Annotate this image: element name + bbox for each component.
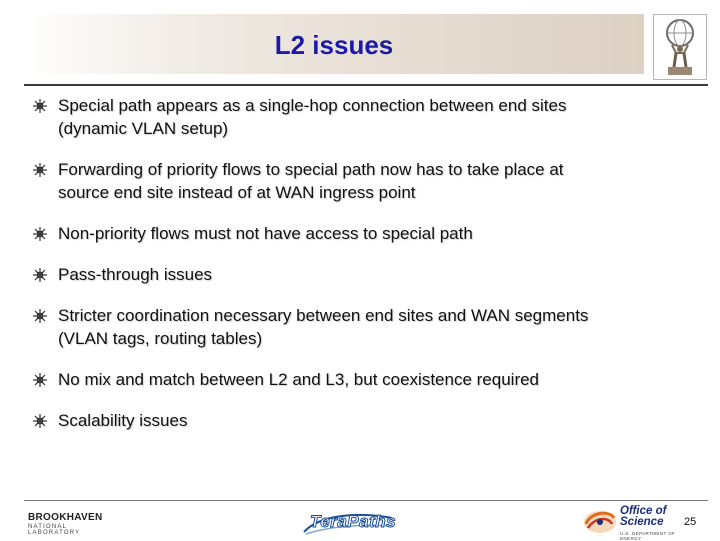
brookhaven-logo: [28, 512, 118, 534]
bullet-item: [30, 222, 700, 245]
footer-divider: [24, 500, 708, 501]
brookhaven-wordmark: BROOKHAVEN: [28, 512, 103, 523]
snowflake-icon: [32, 162, 48, 178]
bullet-item: [30, 304, 700, 350]
office-of-science-subtitle: U.S. DEPARTMENT OF ENERGY: [620, 531, 676, 541]
brookhaven-subtitle: NATIONAL LABORATORY: [28, 524, 81, 536]
atlas-logo: [653, 14, 707, 80]
bullet-item: [30, 263, 700, 286]
bullet-list: [30, 94, 700, 450]
terapaths-logo: [300, 510, 396, 536]
bullet-item: [30, 158, 700, 204]
bullet-item: [30, 409, 700, 432]
bullet-text-line2: source end site instead of at WAN ingress point: [58, 183, 416, 202]
office-of-science-line2: Science: [620, 516, 664, 528]
bullet-text-line2: (VLAN tags, routing tables): [58, 329, 263, 348]
office-of-science-swirl-icon: [582, 508, 618, 536]
bullet-text-line1: Non-priority flows must not have access to special path: [58, 224, 473, 243]
bullet-item: [30, 94, 700, 140]
snowflake-icon: [32, 308, 48, 324]
snowflake-icon: [32, 98, 48, 114]
bullet-text-line1: No mix and match between L2 and L3, but coexistence required: [58, 370, 540, 389]
bullet-text-line1: Forwarding of priority flows to special path now has to take place at: [58, 160, 564, 179]
terapaths-wordmark: TeraPaths: [310, 512, 397, 531]
slide-title: L2 issues: [274, 30, 394, 60]
snowflake-icon: [32, 267, 48, 283]
bullet-text-line1: Stricter coordination necessary between end sites and WAN segments: [58, 306, 589, 325]
bullet-text-line1: Scalability issues: [58, 411, 188, 430]
snowflake-icon: [32, 372, 48, 388]
snowflake-icon: [32, 226, 48, 242]
title-divider: [24, 84, 708, 86]
office-of-science-logo: [582, 505, 682, 541]
bullet-text-line1: Special path appears as a single-hop connection between end sites: [58, 96, 567, 115]
office-of-science-line1: Office of: [620, 505, 667, 517]
bullet-item: [30, 368, 700, 391]
page-number: 25: [684, 516, 697, 528]
title-bar: [24, 14, 644, 74]
snowflake-icon: [32, 413, 48, 429]
bullet-text-line1: Pass-through issues: [58, 265, 213, 284]
atlas-figure-icon: [654, 15, 706, 79]
bullet-text-line2: (dynamic VLAN setup): [58, 119, 229, 138]
office-of-science-wordmark: [620, 506, 666, 528]
